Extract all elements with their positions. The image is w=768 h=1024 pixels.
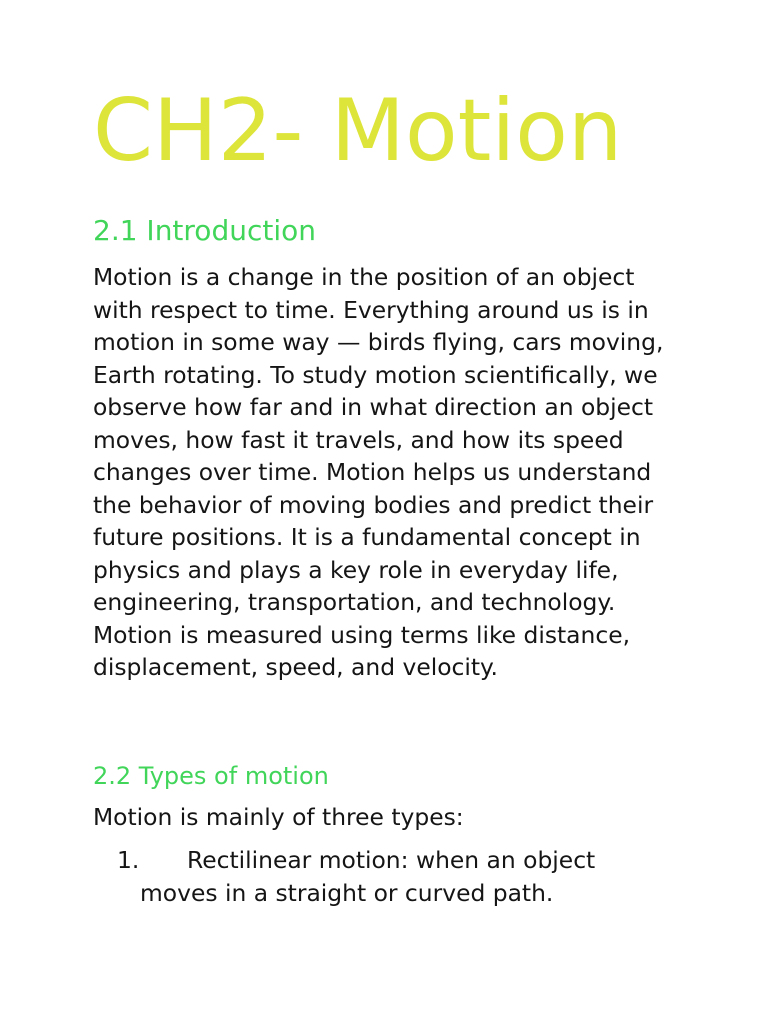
chapter-title: CH2- Motion (93, 81, 623, 181)
section-heading-types-of-motion: 2.2 Types of motion (93, 762, 329, 790)
list-item-number: 1. (117, 846, 140, 874)
list-item-description-continued: moves in a straight or curved path. (140, 878, 554, 907)
types-intro-paragraph: Motion is mainly of three types: (93, 803, 464, 831)
list-item-first-line (93, 844, 683, 877)
list-item-description-start: when an object (415, 846, 596, 874)
list-item (93, 844, 683, 909)
introduction-paragraph: Motion is a change in the position of an object with respect to time. Everything around us is in motion in some way — birds flying, cars moving, Earth rotating. To study motion scientifically, we observe how far and in what direction an object moves, how fast it travels, and how its speed changes over time. Motion helps us understand the behavior of moving bodies and predict their future positions. It is a fundamental concept in physics and plays a key role in everyday life, engineering, transportation, and technology. Motion is measured using terms like distance, displacement, speed, and velocity. (93, 263, 664, 681)
section-heading-introduction: 2.1 Introduction (93, 214, 316, 247)
list-item-term: Rectilinear motion: (187, 846, 409, 874)
